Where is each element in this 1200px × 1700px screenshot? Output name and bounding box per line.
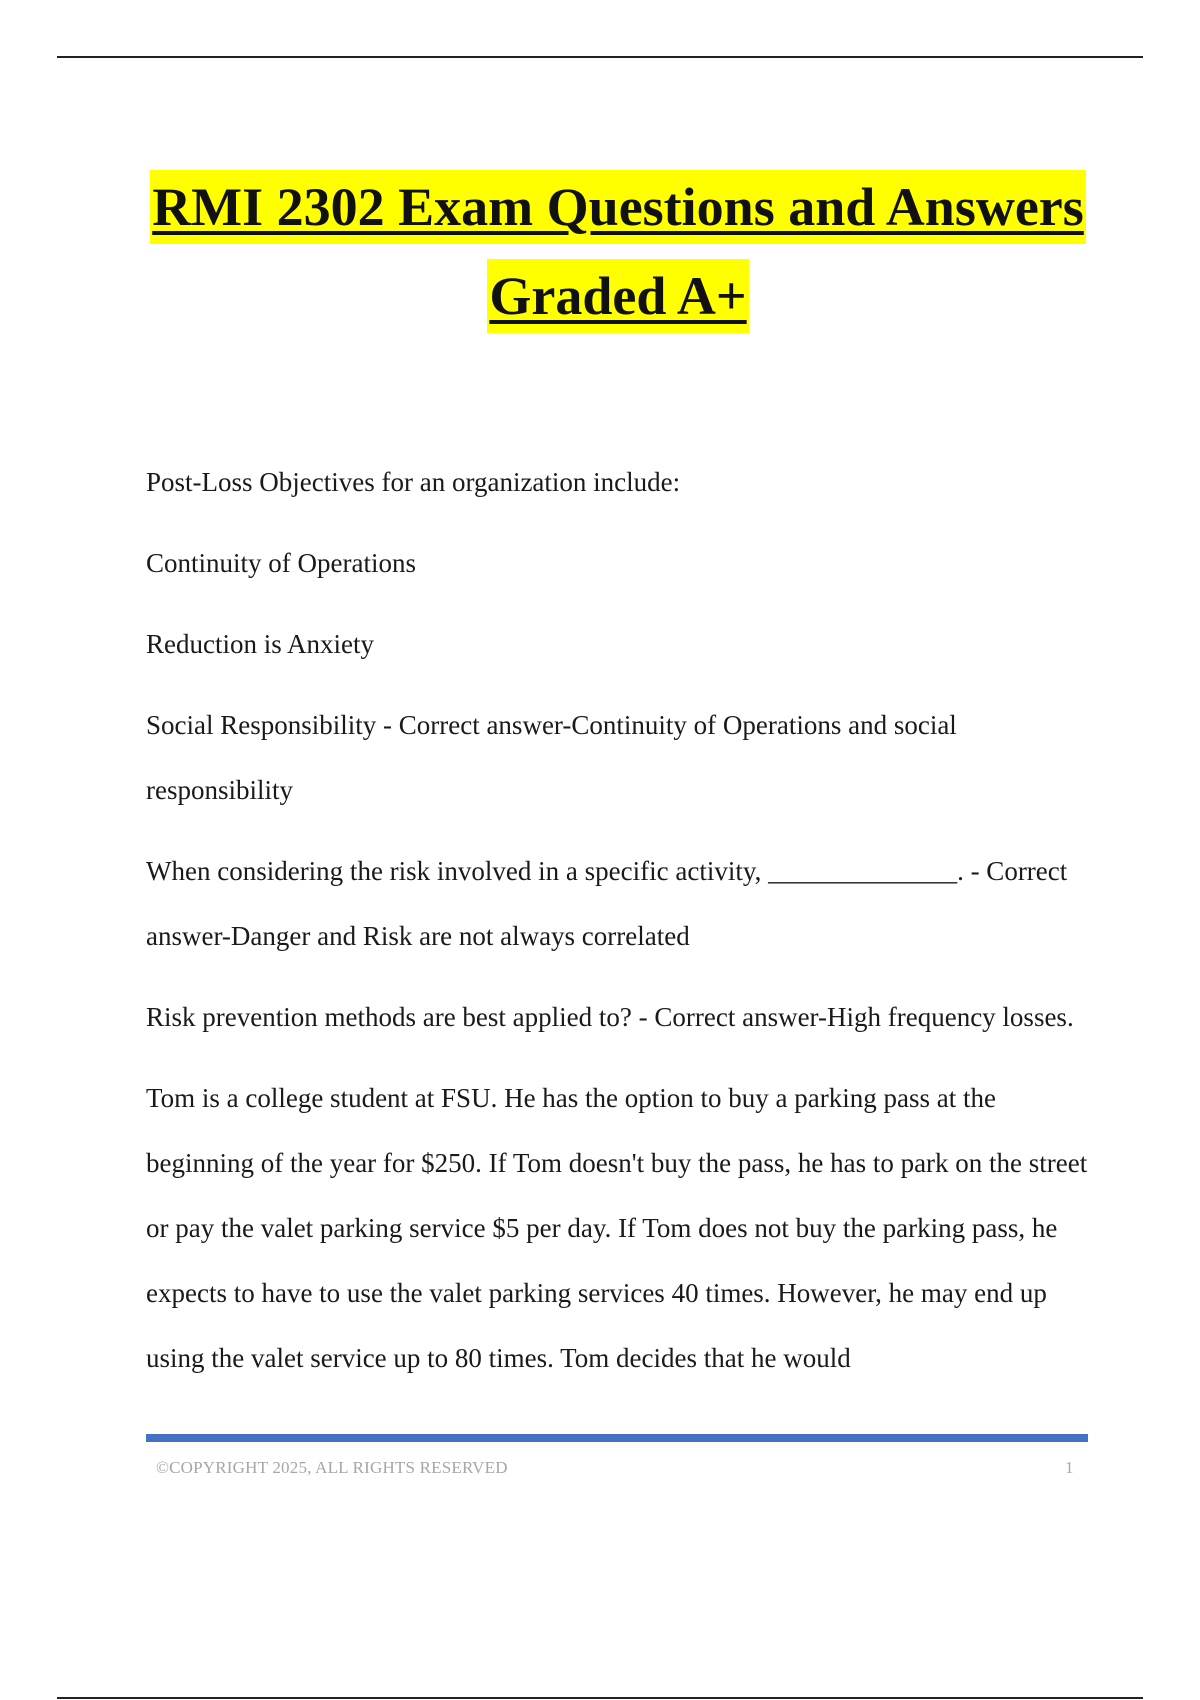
paragraph: Post-Loss Objectives for an organization include: [146, 467, 681, 497]
paragraph: Continuity of Operations [146, 548, 416, 578]
title-line-2: Graded A+ [487, 259, 748, 333]
paragraph: Tom is a college student at FSU. He has the option to buy a parking pass at the beginning of the year for $250. If Tom doesn't buy the pass, he has to park on the street or pay the valet parking service $5 per day. If Tom does not buy the parking pass, he expects to have to use the valet parking services 40 times. However, he may end up using the valet service up to 80 times. Tom decides that he would [146, 1083, 1088, 1373]
paragraph: Reduction is Anxiety [146, 629, 374, 659]
page-bottom-rule [57, 1697, 1143, 1699]
footer-copyright: ©COPYRIGHT 2025, ALL RIGHTS RESERVED [156, 1458, 508, 1477]
page-number: 1 [1065, 1458, 1074, 1477]
footer-divider [146, 1434, 1088, 1442]
paragraph: When considering the risk involved in a specific activity, ______________. - Correct answer-Danger and Risk are not always correlated [146, 856, 1068, 951]
page-top-rule [57, 56, 1143, 58]
title-line-1: RMI 2302 Exam Questions and Answers [150, 170, 1086, 244]
document-body [146, 450, 1096, 1407]
document-title [0, 170, 1200, 333]
paragraph: Risk prevention methods are best applied to? - Correct answer-High frequency losses. [146, 1002, 1074, 1032]
paragraph: Social Responsibility - Correct answer-Continuity of Operations and social responsibility [146, 710, 957, 805]
